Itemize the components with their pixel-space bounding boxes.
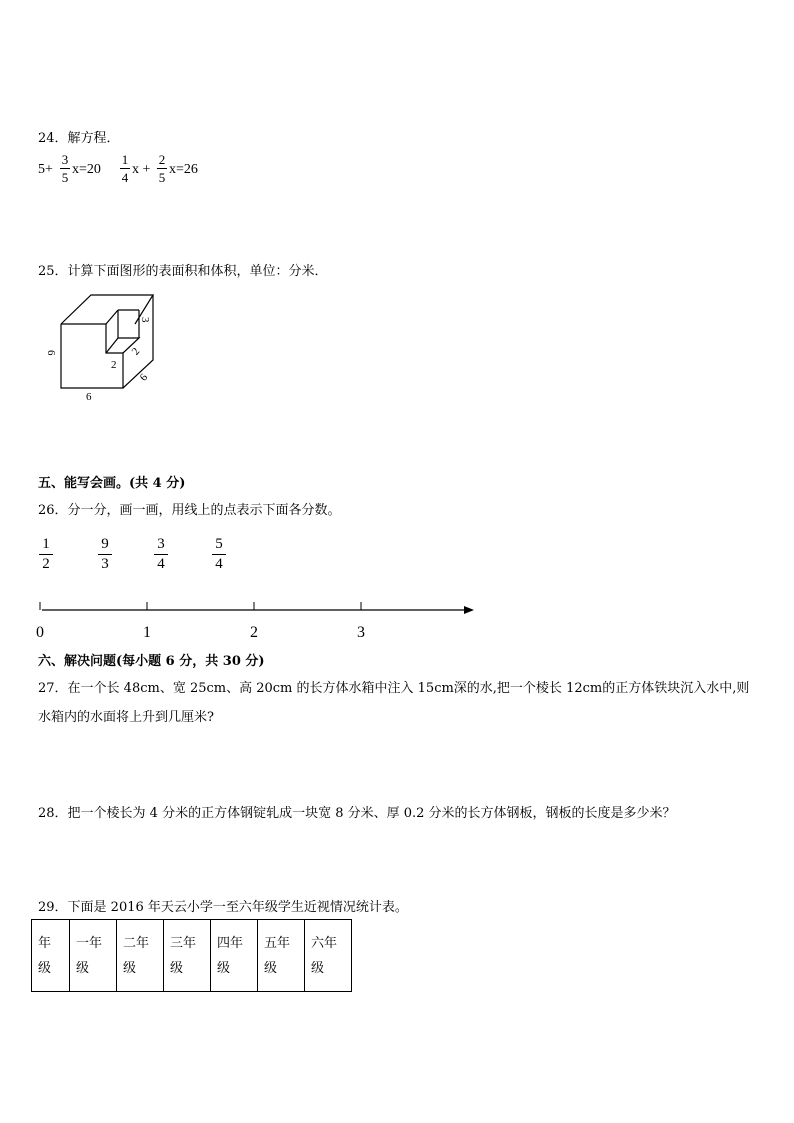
eq1-fraction: 3 5: [61, 152, 69, 185]
dim-cut-width: 2: [111, 359, 117, 371]
table-header-cell: 年 级: [32, 920, 70, 992]
table-header-cell: 五年 级: [258, 920, 305, 992]
table-row: [32, 920, 352, 992]
dim-cut-depth: 2: [129, 345, 143, 358]
eq1-suffix: x=20: [72, 162, 101, 177]
fraction-3: 3 4: [154, 537, 168, 572]
q27-line-1: 27．在一个长 48cm、宽 25cm、高 20cm 的长方体水箱中注入 15cm深的水,把一个棱长 12cm的正方体铁块沉入水中,则: [38, 681, 750, 696]
cuboid-figure: [40, 288, 170, 408]
section5-heading: 五、能写会画。(共 4 分): [38, 476, 186, 491]
q28-text: 28．把一个棱长为 4 分米的正方体钢锭轧成一块宽 8 分米、厚 0.2 分米的长方体钢板，钢板的长度是多少米？: [38, 806, 676, 821]
eq2-suffix: x=26: [169, 162, 198, 177]
table-header-cell: 四年 级: [211, 920, 258, 992]
fraction-4: 5 4: [212, 537, 226, 572]
tick-label-1: 1: [143, 624, 151, 641]
dim-depth: 6: [137, 371, 151, 384]
eq2-mid: x +: [132, 162, 151, 177]
q27-line-2: 水箱内的水面将上升到几厘米?: [38, 710, 214, 725]
tick-label-3: 3: [357, 624, 365, 641]
q26-title: 26．分一分，画一画，用线上的点表示下面各分数。: [38, 503, 341, 518]
table-header-cell: 二年 级: [117, 920, 164, 992]
dim-left: 6: [45, 350, 57, 356]
fraction-1: 1 2: [39, 537, 53, 572]
dim-cut-height: 3: [139, 317, 151, 323]
table-header-cell: 三年 级: [164, 920, 211, 992]
section6-heading: 六、解决问题(每小题 6 分，共 30 分): [38, 654, 265, 669]
dim-bottom: 6: [86, 391, 92, 403]
table-header-cell: 六年 级: [305, 920, 352, 992]
tick-label-0: 0: [36, 624, 44, 641]
table-header-cell: 一年 级: [70, 920, 117, 992]
number-line-arrow: [464, 606, 474, 614]
q25-title: 25．计算下面图形的表面积和体积，单位：分米．: [38, 264, 328, 279]
eq2-fraction-1: 1 4: [121, 152, 129, 185]
grade-table: [31, 919, 352, 992]
eq1-prefix: 5+: [38, 162, 53, 177]
number-line: [38, 598, 478, 618]
q29-title: 29．下面是 2016 年天云小学一至六年级学生近视情况统计表。: [38, 900, 408, 915]
eq2-fraction-2: 2 5: [158, 152, 166, 185]
tick-label-2: 2: [250, 624, 258, 641]
fraction-2: 9 3: [98, 537, 112, 572]
q24-title: 24．解方程．: [38, 131, 120, 146]
